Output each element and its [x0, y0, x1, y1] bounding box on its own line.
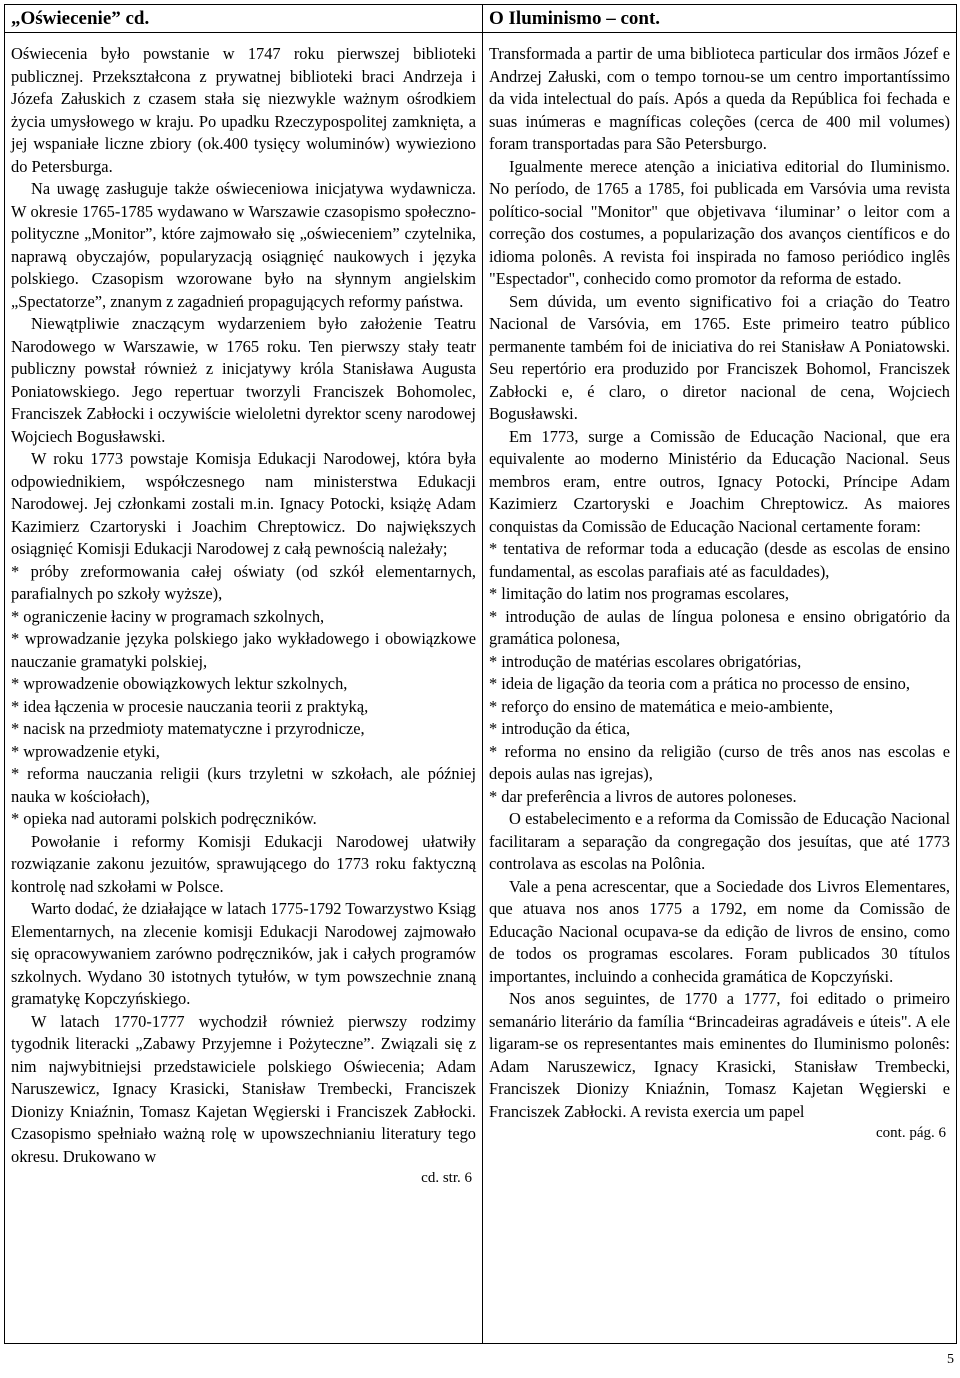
left-column-title: „Oświecenie” cd. — [5, 5, 483, 33]
right-column-body — [483, 33, 957, 1344]
left-paragraph: W roku 1773 powstaje Komisja Edukacji Narodowej, która była odpowiednikiem, współczesnego nam ministerstwa Edukacji Narodowej. Jej członkami zostali m.in. Ignacy Potocki, książę Adam Kazimierz Czartoryski i Joachim Chreptowicz. Do największych osiągnięć Komisji Edukacji Narodowej z całą pewnością należały; — [11, 449, 476, 558]
right-paragraph: Sem dúvida, um evento significativo foi a criação do Teatro Nacional de Varsóvia, em 1765. Este primeiro teatro público permanente também foi de iniciativa do rei Stanisław A Poniatowski. Seu repertório era produzido por Franciszek Bohomol, Franciszek Zabłocki e, é claro, o diretor nacional de cena, Wojciech Bogusławski. — [489, 291, 950, 423]
left-list-item: * wprowadzanie języka polskiego jako wykładowego i obowiązkowe nauczanie gramatyki polskiej, — [11, 629, 476, 671]
right-paragraph: Igualmente merece atenção a iniciativa editorial do Iluminismo. No período, de 1765 a 1785, foi publicada em Varsóvia uma revista político-social "Monitor" que objetivava ‘iluminar’ o leitor com a correção dos costumes, a popularização dos avanços científicos e do idioma polonês. A revista foi inspirada no famoso periódico inglês "Espectador", conhecido como promotor da reforma de estado. — [489, 156, 950, 288]
right-continued-note: cont. pág. 6 — [876, 1125, 946, 1141]
left-list-item: * próby zreformowania całej oświaty (od szkół elementarnych, parafialnych po szkoły wyższe), — [11, 561, 476, 603]
left-list-item: * wprowadzenie obowiązkowych lektur szkolnych, — [11, 674, 348, 693]
right-paragraph: Transformada a partir de uma biblioteca particular dos irmãos Józef e Andrzej Załuski, com o tempo tornou-se um centro importantíssimo da vida intelectual do país. Após a queda da República foi fechada e suas inúmeras e magníficas coleções (cerca de 400 mil volumes) foram transportadas para São Petersburgo. — [489, 44, 950, 153]
right-paragraph: Em 1773, surge a Comissão de Educação Nacional, que era equivalente ao moderno Ministério da Educação Nacional. Seus membros eram, entre outros, Ignacy Potocki, Príncipe Adam Kazimierz Czartoryski e Joachim Chreptowicz. As maiores conquistas da Comissão de Educação Nacional certamente foram: — [489, 426, 950, 536]
left-list-item: * opieka nad autorami polskich podręczników. — [11, 809, 317, 828]
right-list-item: * tentativa de reformar toda a educação (desde as escolas de ensino fundamental, as escolas parafiais até as faculdades), — [489, 539, 950, 581]
left-list-item: * idea łączenia w procesie nauczania teorii z praktyką, — [11, 696, 369, 716]
right-paragraph: O estabelecimento e a reforma da Comissão de Educação Nacional facilitaram a separação da congregação dos jesuítas, que até 1773 controlava as escolas na Polônia. — [489, 809, 950, 873]
left-paragraph: Na uwagę zasługuje także oświeceniowa inicjatywa wydawnicza. W okresie 1765-1785 wydawano w Warszawie czasopismo społeczno-polityczne „Monitor”, które zajmowało się „oświeceniem” czytelnika, naprawą obyczajów, popularyzacją osiągnięć naukowych i języka polskiego. Czasopism wzorowane było na słynnym angielskim „Spectatorze”, znanym z zagadnień propagujących reformy państwa. — [11, 179, 476, 311]
right-list-item: * ideia de ligação da teoria com a prática no processo de ensino, — [489, 674, 910, 693]
left-paragraph: W latach 1770-1777 wychodził również pierwszy rodzimy tygodnik literacki „Zabawy Przyjemne i Pożyteczne”. Związali się z nim najwybitniejsi przedstawiciele polskiego Oświecenia; Adam Naruszewicz, Ignacy Krasicki, Stanisław Trembecki, Franciszek Dionizy Kniaźnin, Tomasz Kajetan Węgierski i Franciszek Zabłocki. Czasopismo spełniało ważną rolę w upowszechnianiu literatury tego okresu. Drukowano w — [11, 1011, 476, 1166]
article-table — [4, 4, 957, 1344]
right-list-item: * dar preferência a livros de autores poloneses. — [489, 786, 797, 806]
left-paragraph: Powołanie i reformy Komisji Edukacji Narodowej ułatwiły rozwiązanie zakonu jezuitów, sprawującego do 1773 roku faktyczną kontrolę nad szkołami w Polsce. — [11, 831, 476, 896]
left-paragraph: Warto dodać, że działające w latach 1775-1792 Towarzystwo Ksiąg Elementarnych, na zlecenie komisji Edukacji Narodowej zajmowało się opracowywaniem zarówno podręczników, jak i całych programów szkolnych. Wydano 30 istotnych tytułów, w tym powszechnie znaną gramatykę Kopczyńskiego. — [11, 899, 476, 1008]
right-column-title: O Iluminismo – cont. — [483, 5, 957, 33]
right-list-item: * reforço do ensino de matemática e meio-ambiente, — [489, 696, 834, 716]
left-list-item: * reforma nauczania religii (kurs trzyletni w szkołach, ale później nauka w kościołach), — [11, 764, 476, 806]
right-list-item: * introdução de aulas de língua polonesa e ensino obrigatório da gramática polonesa, — [489, 606, 950, 648]
left-paragraph: Oświecenia było powstanie w 1747 roku pierwszej biblioteki publicznej. Przekształcona z prywatnej biblioteki braci Andrzeja i Józefa Załuskich z czasem stała się niezwykle ważnym ośrodkiem życia umysłowego w kraju. Po upadku Rzeczypospolitej zamknięta, a jej wspaniałe liczne zbiory (ok.400 tysięcy woluminów) wywieziono do Petersburga. — [11, 44, 476, 176]
right-paragraph: Vale a pena acrescentar, que a Sociedade dos Livros Elementares, que atuava nos anos 1775 a 1792, em nome da Comissão de Educação Nacional ocupava-se da edição de livros de ensino, como de todos os programas escolares. Foram publicados 30 títulos importantes, incluindo a conhecida gramática de Kopczyński. — [489, 876, 950, 986]
right-list-item: * reforma no ensino da religião (curso de três anos nas escolas e depois aulas nas igrejas), — [489, 741, 950, 783]
page-number: 5 — [947, 1352, 954, 1367]
left-paragraph: Niewątpliwie znaczącym wydarzeniem było założenie Teatru Narodowego w Warszawie, w 1765 roku. Ten pierwszy stały teatr publiczny powstał również z inicjatywy króla Stanisława Augusta Poniatowskiego. Jego repertuar tworzyli Franciszek Bohomolec, Franciszek Zabłocki i oczywiście wieloletni dyrektor sceny narodowej Wojciech Bogusławski. — [11, 314, 476, 446]
left-list-item: * wprowadzenie etyki, — [11, 741, 160, 761]
left-column-body — [5, 33, 483, 1344]
right-list-item: * introdução da ética, — [489, 719, 631, 738]
right-list-item: * introdução de matérias escolares obrigatórias, — [489, 651, 802, 671]
left-list-item: * nacisk na przedmioty matematyczne i przyrodnicze, — [11, 719, 365, 738]
left-list-item: * ograniczenie łaciny w programach szkolnych, — [11, 606, 325, 626]
right-list-item: * limitação do latim nos programas escolares, — [489, 584, 789, 603]
left-continued-note: cd. str. 6 — [421, 1170, 472, 1186]
right-paragraph: Nos anos seguintes, de 1770 a 1777, foi editado o primeiro semanário literário da família “Brincadeiras agradáveis e úteis". A ele ligaram-se os representantes mais eminentes do Iluminismo polonês: Adam Naruszewicz, Ignacy Krasicki, Stanisław Trembecki, Franciszek Dionizy Kniaźnin, Tomasz Kajetan Węgierski e Franciszek Zabłocki. A revista exercia um papel — [489, 989, 950, 1121]
